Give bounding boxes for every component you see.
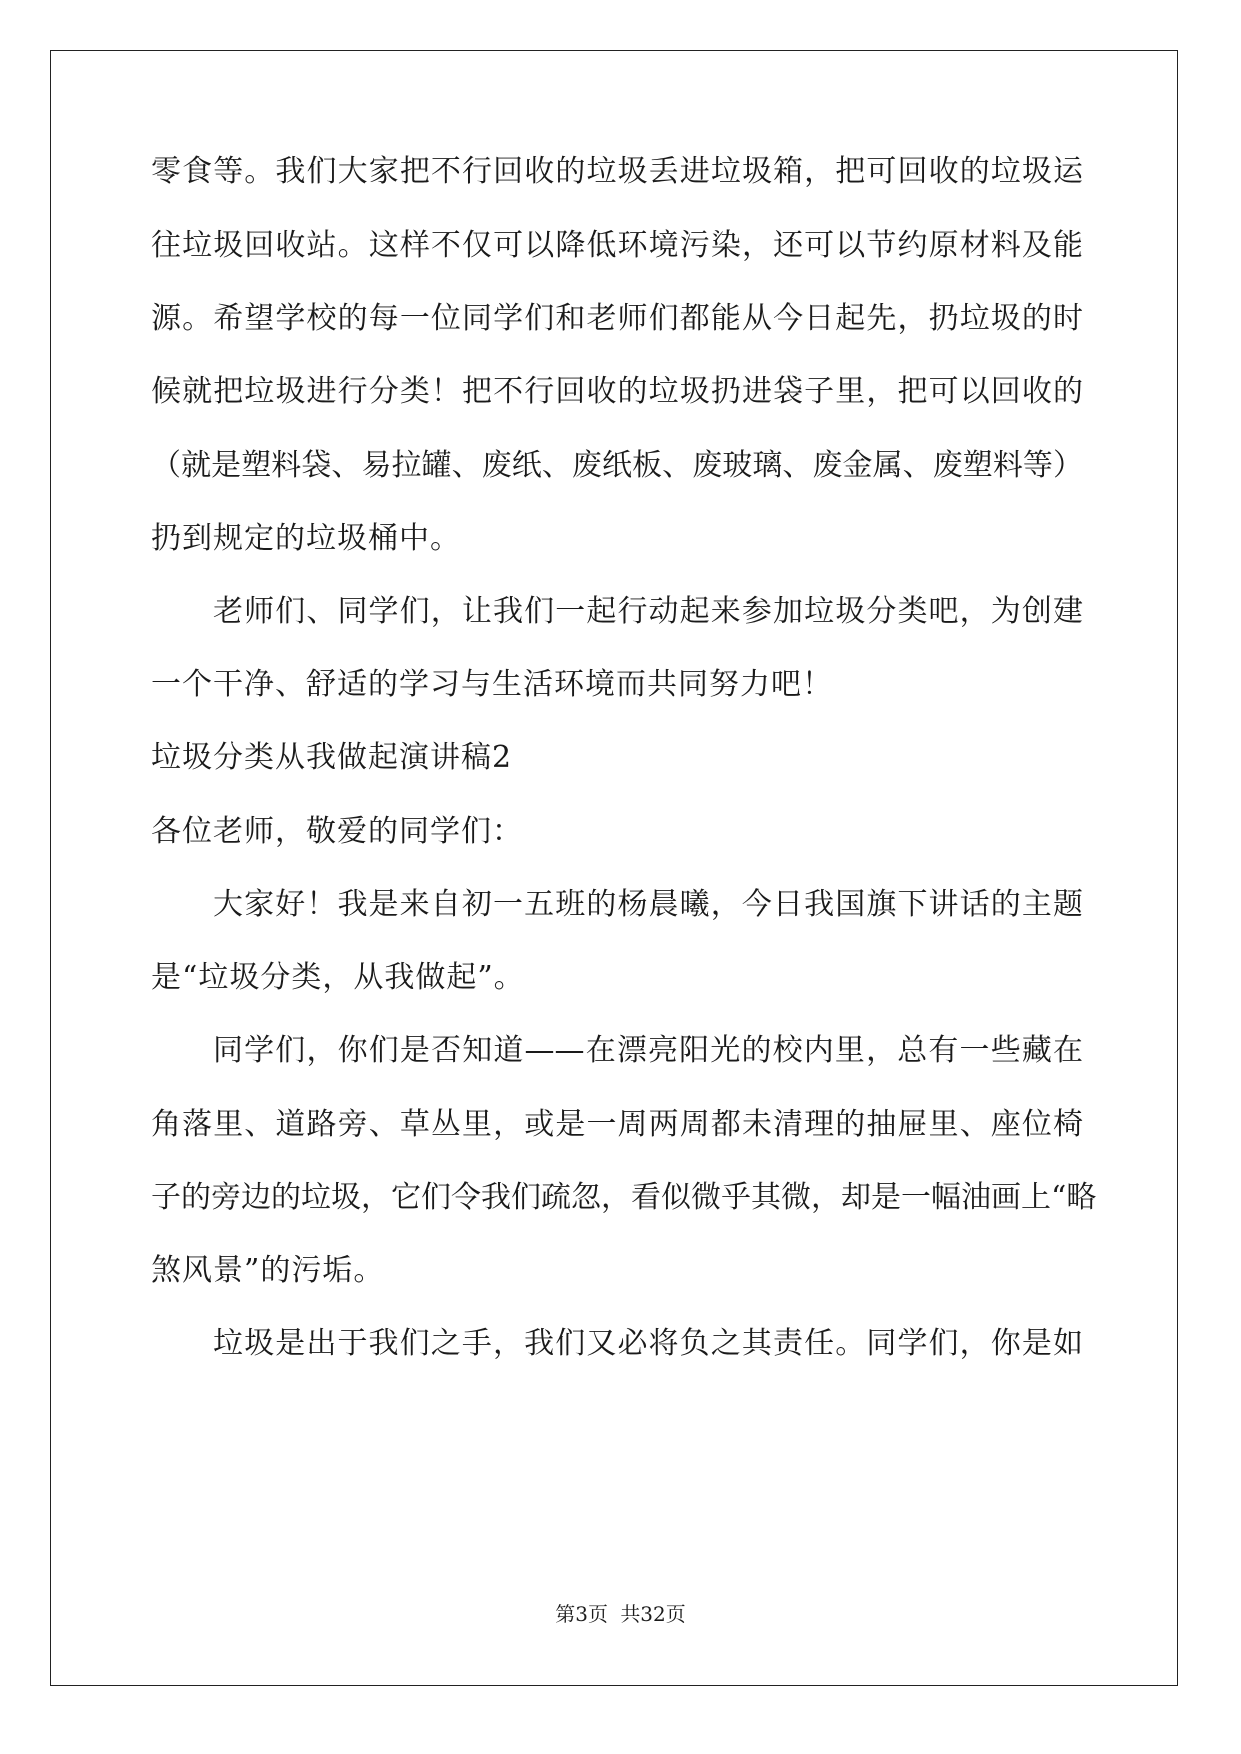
body-line-5: （就是塑料袋、易拉罐、废纸、废纸板、废玻璃、废金属、废塑料等）	[151, 448, 1083, 483]
body-line-6: 扔到规定的垃圾桶中。	[151, 521, 461, 556]
body-line-16: 煞风景”的污垢。	[151, 1253, 385, 1288]
body-line-4: 候就把垃圾进行分类！把不行回收的垃圾扔进袋子里，把可以回收的	[151, 374, 1083, 409]
body-line-8: 一个干净、舒适的学习与生活环境而共同努力吧！	[151, 667, 833, 702]
body-line-1: 零食等。我们大家把不行回收的垃圾丢进垃圾箱，把可回收的垃圾运	[151, 154, 1083, 189]
body-line-12: 是“垃圾分类，从我做起”。	[151, 960, 525, 995]
page-footer	[0, 1602, 1241, 1626]
body-line-11: 大家好！我是来自初一五班的杨晨曦，今日我国旗下讲话的主题	[213, 887, 1083, 922]
body-line-7: 老师们、同学们，让我们一起行动起来参加垃圾分类吧，为创建	[213, 594, 1083, 629]
section-heading: 垃圾分类从我做起演讲稿2	[151, 740, 513, 775]
page-border	[50, 50, 1178, 1686]
body-line-3: 源。希望学校的每一位同学们和老师们都能从今日起先，扔垃圾的时	[151, 301, 1083, 336]
body-line-15: 子的旁边的垃圾，它们令我们疏忽，看似微乎其微，却是一幅油画上“略	[151, 1180, 1097, 1215]
body-line-14: 角落里、道路旁、草丛里，或是一周两周都未清理的抽屉里、座位椅	[151, 1107, 1083, 1142]
salutation: 各位老师，敬爱的同学们：	[151, 814, 523, 849]
body-line-13: 同学们，你们是否知道——在漂亮阳光的校内里，总有一些藏在	[213, 1033, 1083, 1068]
page-number: 第3页	[555, 1602, 608, 1626]
body-line-17: 垃圾是出于我们之手，我们又必将负之其责任。同学们，你是如	[213, 1326, 1083, 1361]
body-line-2: 往垃圾回收站。这样不仅可以降低环境污染，还可以节约原材料及能	[151, 228, 1083, 263]
page-total: 共32页	[620, 1602, 686, 1626]
